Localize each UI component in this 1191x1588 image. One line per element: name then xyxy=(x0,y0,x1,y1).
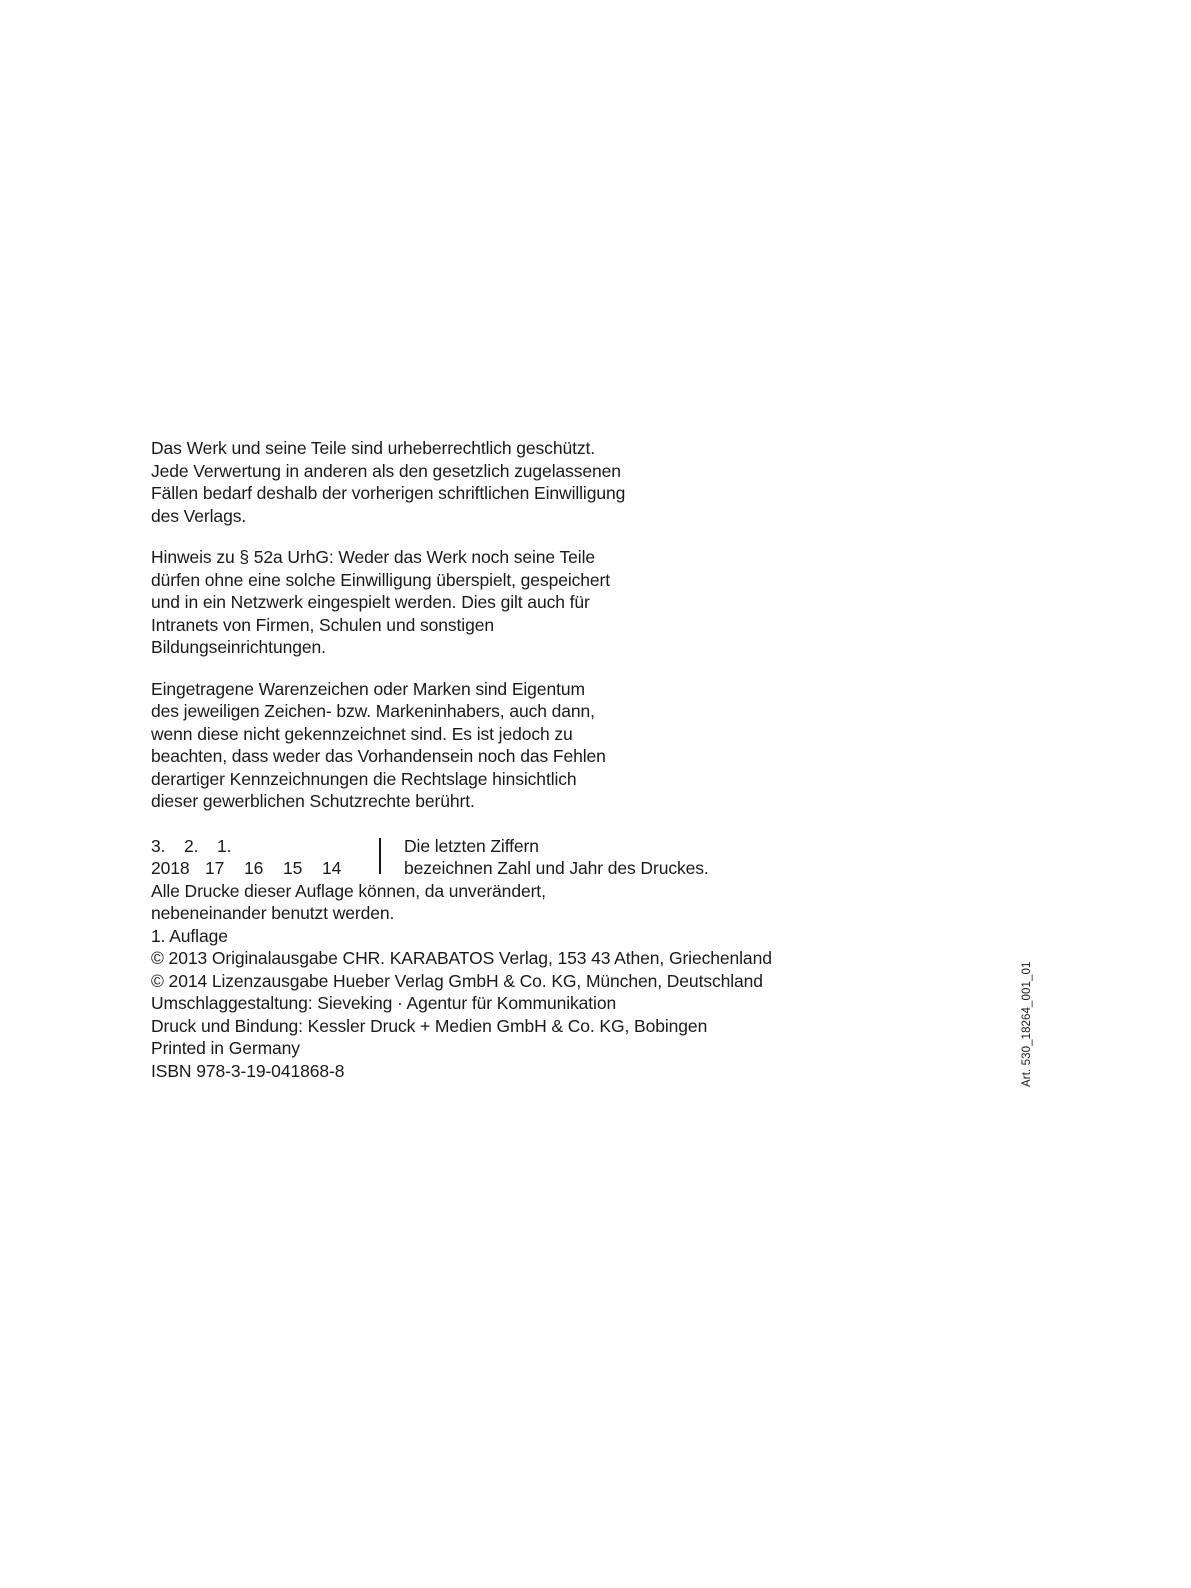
copyright-notice-line: Das Werk und seine Teile sind urheberrechtlich geschützt. xyxy=(151,438,596,458)
year-number: 14 xyxy=(322,858,342,878)
year-number: 2018 xyxy=(151,858,190,878)
legal-notice-line: Hinweis zu § 52a UrhG: Weder das Werk noch seine Teile xyxy=(151,547,595,567)
trademark-notice-paragraph xyxy=(151,678,871,813)
legal-notice-line: und in ein Netzwerk eingespielt werden. Dies gilt auch für xyxy=(151,592,590,612)
copyright-notice-line: des Verlags. xyxy=(151,505,247,526)
year-number: 15 xyxy=(283,858,303,878)
legal-notice-line: Intranets von Firmen, Schulen und sonstigen xyxy=(151,614,494,635)
explanation-line: Die letzten Ziffern xyxy=(404,835,539,856)
imprint-text-block xyxy=(151,437,871,1082)
print-run-explanation xyxy=(404,835,709,880)
article-number: Art. 530_18264_001_01 xyxy=(1021,961,1033,1087)
year-number: 17 xyxy=(205,858,225,878)
edition-number: 3. xyxy=(151,835,166,856)
copyright-notice-line: Jede Verwertung in anderen als den gesetzlich zugelassenen xyxy=(151,460,621,481)
legal-notice-paragraph xyxy=(151,546,871,659)
trademark-notice-line: beachten, dass weder das Vorhandensein noch das Fehlen xyxy=(151,746,606,766)
trademark-notice-line: Eingetragene Warenzeichen oder Marken sind Eigentum xyxy=(151,678,585,699)
legal-notice-line: dürfen ohne eine solche Einwilligung überspielt, gespeichert xyxy=(151,569,611,590)
print-run-table xyxy=(151,835,871,880)
printed-in-line: Printed in Germany xyxy=(151,1038,300,1058)
explanation-line: bezeichnen Zahl und Jahr des Druckes. xyxy=(404,858,709,878)
trademark-notice-line: des jeweiligen Zeichen- bzw. Markeninhabers, auch dann, xyxy=(151,701,595,721)
edition-number: 1. xyxy=(217,835,232,856)
print-run-numbers xyxy=(151,835,373,880)
trademark-notice-line: derartiger Kennzeichnungen die Rechtslage hinsichtlich xyxy=(151,768,577,789)
edition-numbers-row xyxy=(151,835,373,858)
trademark-notice-line: wenn diese nicht gekennzeichnet sind. Es ist jedoch zu xyxy=(151,723,573,744)
publication-details xyxy=(151,880,871,1083)
license-copyright-line: © 2014 Lizenzausgabe Hueber Verlag GmbH & Co. KG, München, Deutschland xyxy=(151,970,763,991)
edition-number: 2. xyxy=(184,835,199,856)
cover-design-line: Umschlaggestaltung: Sieveking · Agentur für Kommunikation xyxy=(151,993,617,1013)
vertical-divider xyxy=(379,838,381,874)
legal-notice-line: Bildungseinrichtungen. xyxy=(151,637,326,657)
copyright-notice-paragraph xyxy=(151,437,871,527)
edition-label: 1. Auflage xyxy=(151,925,228,946)
reprint-note-line: Alle Drucke dieser Auflage können, da unverändert, xyxy=(151,880,546,901)
copyright-notice-line: Fällen bedarf deshalb der vorherigen schriftlichen Einwilligung xyxy=(151,483,626,503)
isbn-line: ISBN 978-3-19-041868-8 xyxy=(151,1060,345,1081)
original-copyright-line: © 2013 Originalausgabe CHR. KARABATOS Verlag, 153 43 Athen, Griechenland xyxy=(151,948,772,968)
year-numbers-row xyxy=(151,857,373,880)
year-number: 16 xyxy=(244,858,264,878)
trademark-notice-line: dieser gewerblichen Schutzrechte berührt. xyxy=(151,791,475,811)
reprint-note-line: nebeneinander benutzt werden. xyxy=(151,903,395,923)
printing-binding-line: Druck und Bindung: Kessler Druck + Medien GmbH & Co. KG, Bobingen xyxy=(151,1015,708,1036)
